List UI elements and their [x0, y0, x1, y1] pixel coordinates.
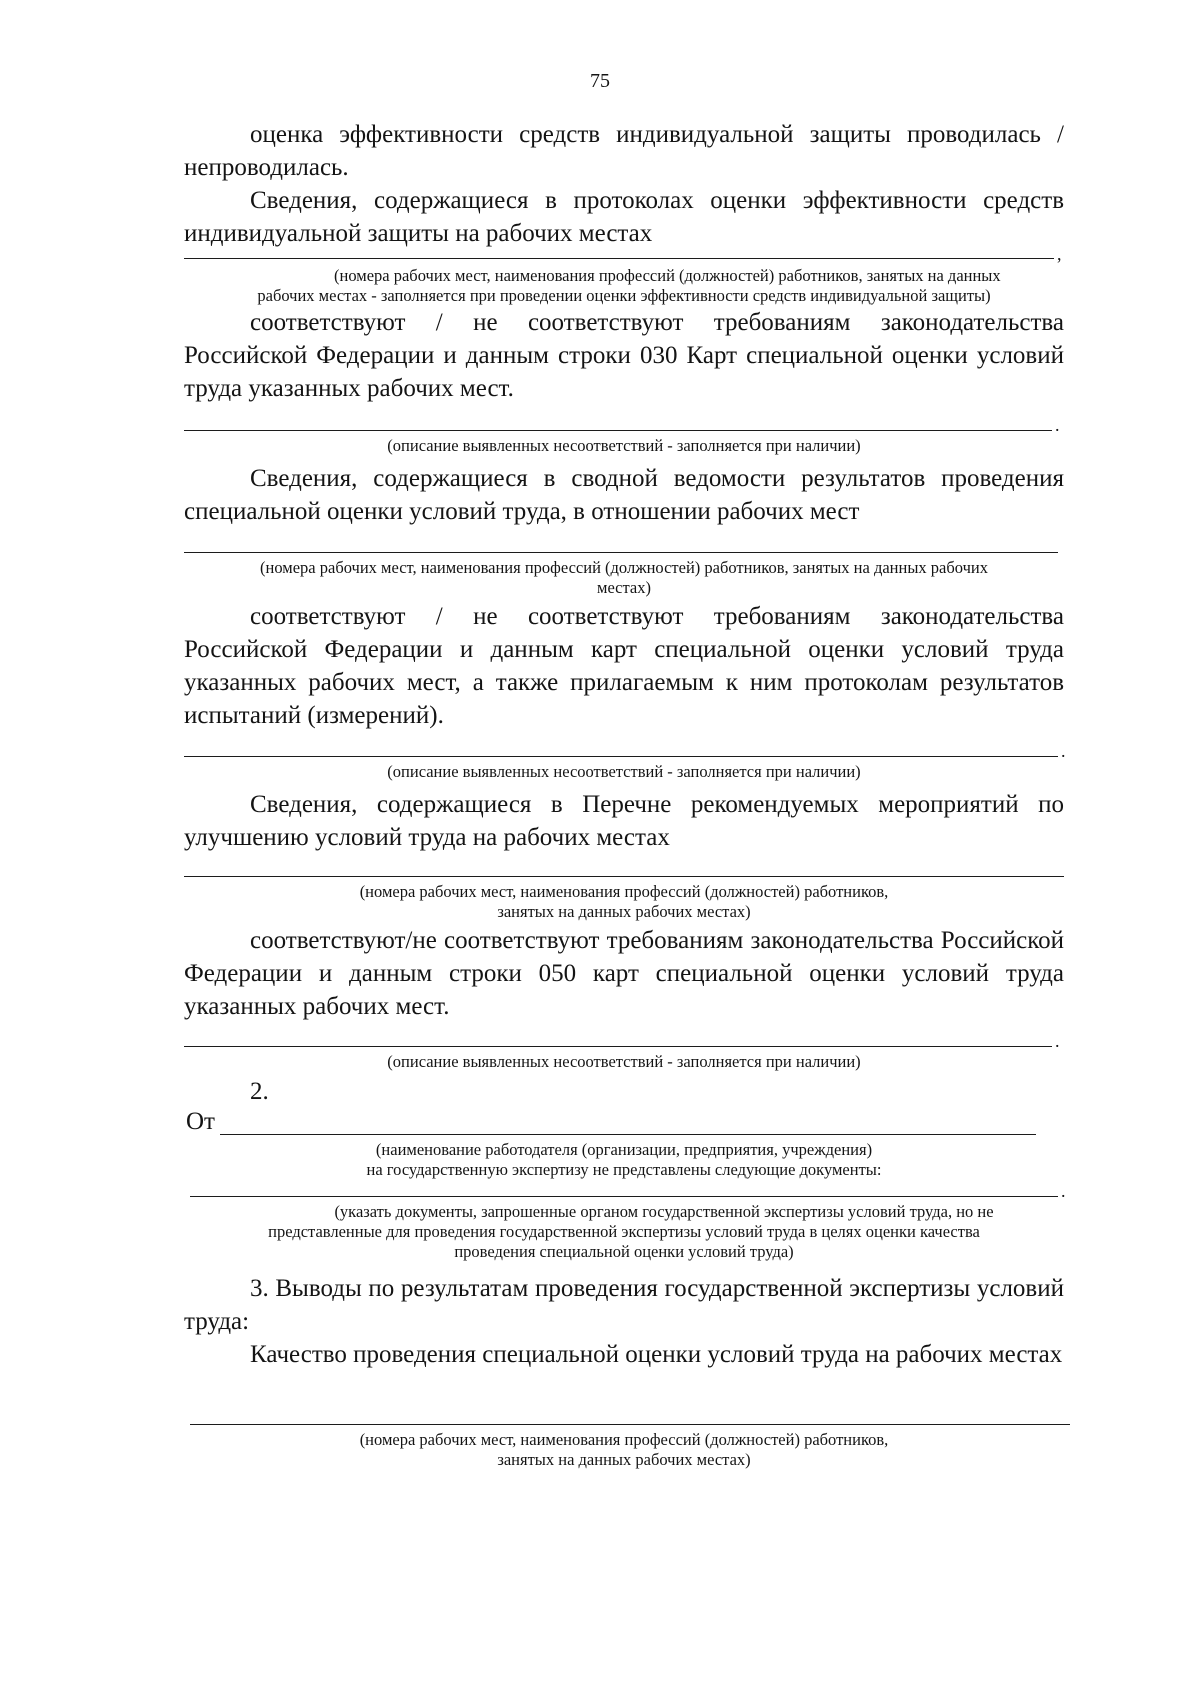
- fill-line-discrepancies-3: [184, 1046, 1052, 1047]
- fill-line-period-2: .: [1061, 741, 1066, 761]
- paragraph-compliance-030: соответствуют / не соответствуют требованиям законодательства Российской Федерации и данным строки 030 Карт специальной оценки условий труда указанных рабочих мест.: [184, 309, 1064, 402]
- fill-line-quality-workplaces: [190, 1424, 1070, 1425]
- paragraph-assessment-quality: Качество проведения специальной оценки условий труда на рабочих местах: [250, 1341, 1063, 1368]
- caption-employer: (наименование работодателя (организации, предприятия, учреждения) на государственную экспертизу не представлены следующие документы:: [366, 1140, 882, 1179]
- caption-summary-workplaces: (номера рабочих мест, наименования профессий (должностей) работников, занятых на данных рабочих местах): [260, 558, 988, 597]
- from-label: От: [186, 1108, 215, 1135]
- fill-line-period: .: [1055, 415, 1060, 435]
- fill-line-period-3: .: [1055, 1031, 1060, 1051]
- paragraph-summary-statement: Сведения, содержащиеся в сводной ведомости результатов проведения специальной оценки условий труда, в отношении рабочих мест: [184, 465, 1064, 525]
- fill-line-comma: ,: [1057, 244, 1062, 264]
- page-number: 75: [590, 70, 610, 92]
- fill-line-measures-workplaces: [184, 876, 1064, 877]
- fill-line-period-4: .: [1061, 1181, 1066, 1201]
- caption-discrepancies-2: (описание выявленных несоответствий - заполняется при наличии): [387, 762, 861, 781]
- caption-discrepancies-3: (описание выявленных несоответствий - заполняется при наличии): [387, 1052, 861, 1071]
- caption-missing-documents: (указать документы, запрошенные органом государственной экспертизы условий труда, но не представленные для проведения государственной экспертизы условий труда в целях оценки качества проведения специальной оценки условий труда): [268, 1202, 994, 1261]
- fill-line-discrepancies-1: [184, 430, 1052, 431]
- paragraph-ppe-protocols: Сведения, содержащиеся в протоколах оценки эффективности средств индивидуальной защиты на рабочих местах: [184, 187, 1064, 247]
- caption-measures-workplaces: (номера рабочих мест, наименования профессий (должностей) работников, занятых на данных рабочих местах): [359, 882, 889, 921]
- paragraph-compliance-050: соответствуют/не соответствуют требованиям законодательства Российской Федерации и данным строки 050 карт специальной оценки условий труда указанных рабочих мест.: [184, 927, 1064, 1020]
- fill-line-missing-documents: [190, 1196, 1058, 1197]
- fill-line-discrepancies-2: [184, 756, 1058, 757]
- section-number-2: 2.: [250, 1078, 269, 1105]
- fill-line-summary-workplaces: [184, 552, 1058, 553]
- caption-discrepancies-1: (описание выявленных несоответствий - заполняется при наличии): [387, 436, 861, 455]
- paragraph-conclusions: 3. Выводы по результатам проведения государственной экспертизы условий труда:: [184, 1275, 1064, 1335]
- paragraph-compliance-cards: соответствуют / не соответствуют требованиям законодательства Российской Федерации и данным карт специальной оценки условий труда указанных рабочих мест, а также прилагаемым к ним протоколам результатов испытаний (измерений).: [184, 603, 1064, 729]
- fill-line-employer: [220, 1134, 1036, 1135]
- fill-line-ppe-workplaces: [184, 258, 1054, 259]
- caption-ppe-workplaces: (номера рабочих мест, наименования профессий (должностей) работников, занятых на данных рабочих местах - заполняется при проведении оценки эффективности средств индивидуальной защиты): [257, 266, 1001, 305]
- paragraph-measures-list: Сведения, содержащиеся в Перечне рекомендуемых мероприятий по улучшению условий труда на рабочих местах: [184, 791, 1064, 851]
- caption-quality-workplaces: (номера рабочих мест, наименования профессий (должностей) работников, занятых на данных рабочих местах): [359, 1430, 889, 1469]
- paragraph-ppe-assessment: оценка эффективности средств индивидуальной защиты проводилась /непроводилась.: [184, 121, 1064, 181]
